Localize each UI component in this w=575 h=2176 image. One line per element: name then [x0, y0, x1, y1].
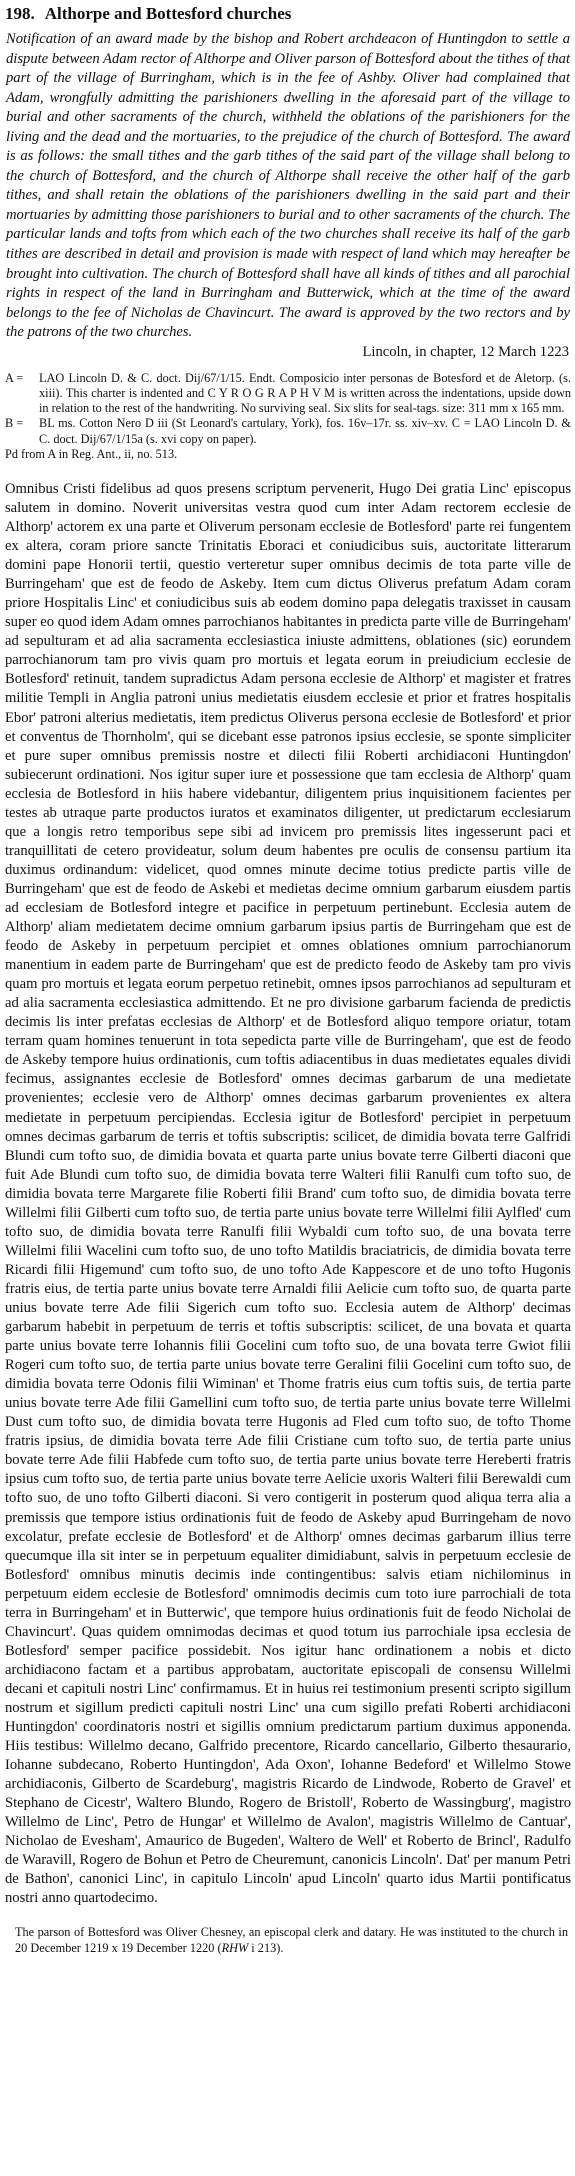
page-heading — [5, 4, 571, 24]
source-a-text: LAO Lincoln D. & C. doct. Dij/67/1/15. Endt. Composicio inter personas de Botesford et de Aletorp. (s. xiii). This charter is indented and C Y R O G R A P H V M is written across the indentations, upside down in relation to the rest of the handwriting. No surviving seal. Six slits for seal-tags. size: 311 mm x 165 mm. — [39, 370, 571, 416]
charter-text: Omnibus Cristi fidelibus ad quos presens scriptum pervenerit, Hugo Dei gratia Linc' episcopus salutem in domino. Noverit universitas vestra quod cum inter Adam rectorem ecclesie de Althorp' actorem ex una parte et Oliverum personam ecclesie de Botlesford' parte rei fungentem ex altera, coram priore sancte Trinitatis Eboraci et coniudicibus suis, auctoritate litterarum domini pape Honorii tertii, questio verteretur super omnibus decimis de tota parte ville de Burringeham' que est de feodo de Askeby. Item cum dictus Oliverus prefatum Adam coram priore Hospitalis Linc' et coniudicibus suis ab eodem domino papa delegatis traxisset in causam super eo quod idem Adam omnes parrochianos habitantes in predicta parte ville de Burringeham' ad sepulturam et ad alia sacramenta ecclesiastica iniuste admittens, oblationes (sic) eorundem parrochianorum tam pro vivis quam pro mortuis et legata eorum in preiudicium ecclesie de Botlesford' retinuit, tandem supradictus Adam persona ecclesie de Althorp' et magister et fratres militie Templi in Anglia patroni unius medietatis eiusdem ecclesie et prior et fratres hospitalis Ebor' patroni alterius medietatis, item predictus Oliverus persona ecclesie de Botlesford' et prior et conventus de Thornholm', qui se dicebant esse patronos ipsius ecclesie, se sponte simpliciter et pure super omnibus premissis nostre et dilecti filii Roberti archidiaconi Huntingdon' subiecerunt ordinationi. Nos igitur super iure et possessione que tam ecclesia de Althorp' quam ecclesia de Botlesford in hiis habere videbantur, diligentem prius inquisitionem facientes per testes ab utraque parte productos iuratos et examinatos diligenter, ut predictarum ecclesiarum que a longis retro temporibus sepe sibi ad invicem pro premissis lites ingesserunt paci et tranquillitati de cetero provideatur, solum deum habentes pre oculis de consensu partium ita duximus ordinandum: videlicet, quod omnes minute decime totius predicte partis ville de Burringeham' que est de feodo de Askebi et medietas decime omnium garbarum eiusdem partis ad ecclesiam de Botlesford integre et pacifice in perpetuum pertinebunt. Ecclesia autem de Althorp' aliam medietatem decime omnium garbarum ipsius partis de Burringeham que est de feodo de Askeby in perpetuum percipiet et omnes oblationes omnium parrochianorum manentium in eadem parte de Burringeham' que est de predicto feodo de Askeby tam pro vivis quam pro mortuis et legata eorum perpetuo retinebit, omnes ipsos parrochianos ad sepulturam et ad alia sacramenta ecclesiastica admittendo. Et ne pro divisione garbarum facienda de predictis decimis lis inter prefatas ecclesias de Althorp' et de Botlesford aliquo tempore oriatur, totam terram quam homines tenuerunt in tota sepedicta parte ville de Burringeham', que est de feodo de Askeby tempore huius ordinationis, cum toftis adiacentibus in duas medietates equales dividi fecimus, assignantes ecclesie de Botlesford' omnes decimas garbarum de una medietate provenientes; ecclesie vero de Althorp' omnes decimas garbarum provenientes ex altera medietate in perpetuum percipiendas. Ecclesia igitur de Botlesford' percipiet in perpetuum omnes decimas garbarum de terris et toftis subscriptis: scilicet, de dimidia bovata terre Galfridi Blundi cum tofto suo, de dimidia bovata et quarta parte unius bovate terre Gilberti diaconi que fuit Ade Blundi cum tofto suo, de dimidia bovata terre Walteri filii Ranulfi cum tofto suo, de dimidia bovata terre Margarete filie Roberti filii Brand' cum tofto suo, de dimidia bovata terre Willelmi filii Gilberti cum tofto suo, de tertia parte unius bovate terre Willelmi filii Aylfled' cum tofto suo, de dimidia bovata terre Ranulfi filii Wybaldi cum tofto suo, de una bovata terre Willelmi filii Wacelini cum tofto suo, de uno tofto Matildis braciatricis, de dimidia bovata terre Ricardi filii Higemund' cum tofto suo, de uno tofto Ade Kappescore et de uno tofto Hugonis fratris eius, de tertia parte unius bovate terre Arnaldi filii Aelicie cum tofto suo, de quarta parte unius bovate terre Ade filii Sigerich cum tofto suo. Ecclesia autem de Althorp' decimas garbarum habebit in perpetuum de terris et toftis subscriptis: scilicet, de una bovata et quarta parte unius bovate terre Iohannis filii Gocelini cum tofto suo, de una bovata terre Gwiot filii Rogeri cum tofto suo, de tertia parte unius bovate terre Geralini filii Gocelini cum tofto suo, de dimidia bovata terre Odonis filii Wiminan' et Thome fratris eius cum toftis suis, de tertia parte unius bovate terre Ade filii Gamellini cum tofto suo, de tertia parte unius bovate terre Willelmi Dust cum tofto suo, de dimidia bovata terre Hugonis ad Fled cum tofto suo, de tofto Thome fratris ipsius, de dimidia bovata terre Ade filii Cristiane cum tofto suo, de tertia parte unius bovate terre Ade filii Habfede cum tofto suo, de tertia parte unius bovate terre Hereberti fratris ipsius cum tofto suo, de tertia parte unius bovate terre Aelicie uxoris Walteri filii Berewaldi cum tofto suo, de uno tofto Gilberti diaconi. Si vero contigerit in posterum quod aliqua terra alia a premissis que tempore istius ordinationis fuit de feodo de Askeby apud Burringeham de novo excolatur, prefate ecclesie de Botlesford' et de Althorp' omnes decimas garbarum illius terre quecumque illa sit inter se in perpetuum equaliter dimidiabunt, salvis in perpetuum ecclesie de Botlesford' omnibus minutis decimis inde contingentibus: salvis etiam nichilominus in perpetuum eidem ecclesie de Botlesford' omnimodis decimis cum toto iure parrochiali de tota terra in Burringeham' et in Butterwic', que tempore huius ordinationis fuit de feodo Nicholai de Chavincurt'. Quas quidem omnimodas decimas et quod totum ius parrochiale ipsa ecclesia de Botlesford' semper pacifice possidebit. Nos igitur hanc ordinationem a nobis et dicto archidiacono factam et a partibus approbatam, auctoritate episcopali de consensu Willelmi decani et capituli nostri Linc' confirmamus. Et in huius rei testimonium presenti scripto sigillum nostrum et sigillum predicti capituli nostri Linc' una cum sigillo prefati Roberti archidiaconi Huntingdon' coordinatoris nostri et sigillis omnium predictarum partium duximus apponenda. Hiis testibus: Willelmo decano, Galfrido precentore, Ricardo cancellario, Gilberto thesaurario, Iohanne subdecano, Roberto Huntingdon', Ada Oxon', Iohanne Bedeford' et Willelmo Stowe archidiaconis, Gilberto de Scardeburg', magistris Ricardo de Lindwode, Roberto de Gravel' et Stephano de Cicestr', Waltero Blundo, Rogero de Bristoll', Roberto de Wassingburg', magistro Willelmo de Linc', Petro de Hungar' et Willelmo de Avalon', magistris Willelmo de Cantuar', Nicholao de Evesham', Amaurico de Bugeden', Waltero de Well' et Roberto de Brincl', Radulfo de Waravill, Rogero de Bohun et Petro de Cheuremunt, canonicis Lincoln'. Dat' per manum Petri de Bathon', canonici Linc', in capitulo Lincoln' apud Lincoln' quarto idus Martii pontificatus nostri anno quartodecimo. — [5, 480, 571, 1907]
source-a-label: A = — [5, 370, 24, 385]
note-reference: RHW — [221, 1941, 249, 1956]
editorial-note — [15, 1925, 568, 1956]
source-b — [5, 416, 571, 446]
source-b-label: B = — [5, 416, 24, 431]
page-number: 198. — [5, 4, 35, 23]
source-a — [5, 371, 571, 417]
date-place-line: Lincoln, in chapter, 12 March 1223 — [362, 343, 569, 360]
page-title: Althorpe and Bottesford churches — [44, 4, 292, 23]
note-text-before: The parson of Bottesford was Oliver Chesney, an episcopal clerk and datary. He was instituted to the church in 20 December 1219 x 19 December 1220 ( — [15, 1925, 568, 1956]
printed-edition: Pd from A in Reg. Ant., ii, no. 513. — [5, 446, 178, 461]
note-text-after: i 213). — [248, 1941, 284, 1956]
calendar-summary: Notification of an award made by the bishop and Robert archdeacon of Huntingdon to settle a dispute between Adam rector of Althorpe and Oliver parson of Bottesford about the tithes of that part of the village of Burringham, which is in the fee of Ashby. Oliver had complained that Adam, wrongfully admitting the parishioners dwelling in the aforesaid part of the village to burial and other sacraments of the church, withheld the oblations of the parishioners for the living and the dead and the mortuaries, to the prejudice of the church of Bottesford. The award is as follows: the small tithes and the garb tithes of the said part of the village shall belong to the church of Bottesford, and the church of Althorpe shall receive the other half of the garb tithes, and shall retain the oblations of the parishioners dwelling in the said part and their mortuaries by admitting those parishioners to burial and to other sacraments of the church. The particular lands and tofts from which each of the two churches shall receive its half of the garb tithes are described in detail and provision is made with respect of land which may hereafter be brought into cultivation. The church of Bottesford shall have all kinds of tithes and all parochial rights in respect of the land in Burringham and Butterwick, which at the time of the award belongs to the fee of Nicholas de Chavincurt. The award is approved by the two rectors and by the patrons of the two churches. — [6, 31, 570, 341]
source-b-text: BL ms. Cotton Nero D iii (St Leonard's cartulary, York), fos. 16v–17r. ss. xiv–xv. C = LAO Lincoln D. & C. doct. Dij/67/1/15a (s. xvi copy on paper). — [39, 416, 571, 446]
source-apparatus — [5, 371, 571, 462]
